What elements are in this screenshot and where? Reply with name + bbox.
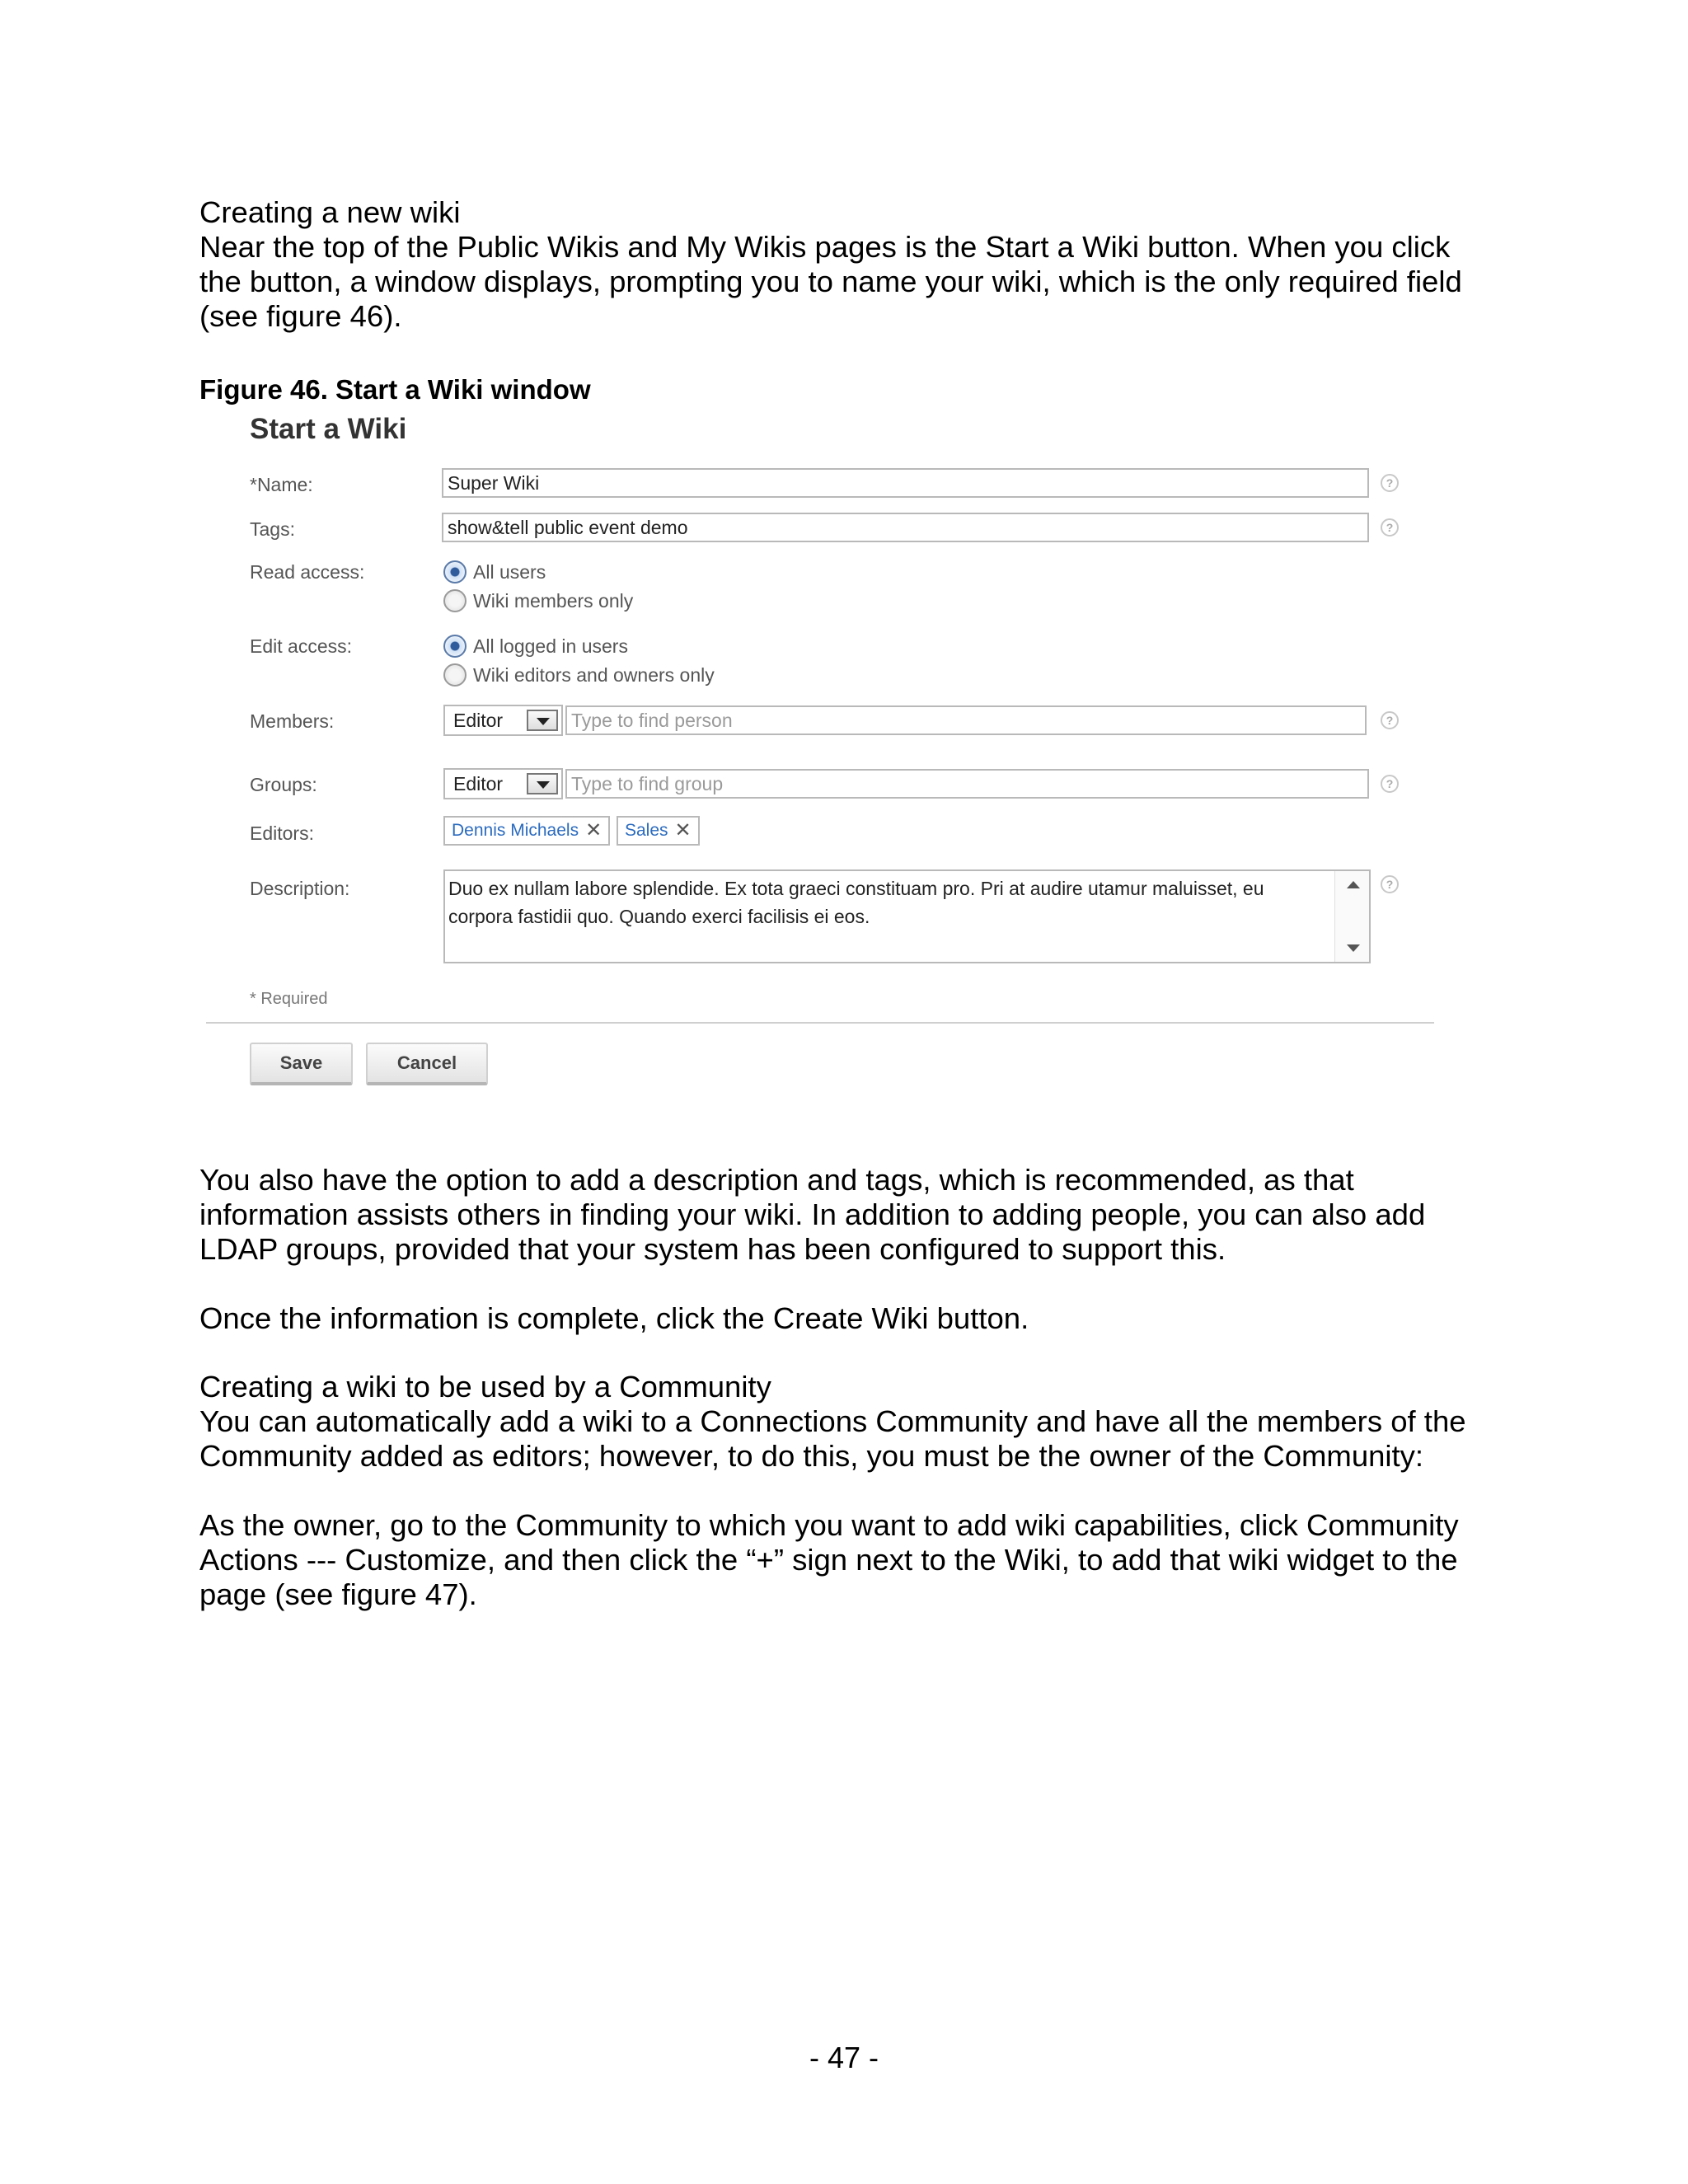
tags-label: Tags:	[250, 518, 295, 540]
paragraph-line: Actions --- Customize, and then click the “+” sign next to the Wiki, to add that wiki widget to the	[199, 1543, 1458, 1577]
dialog-title: Start a Wiki	[250, 413, 407, 445]
tags-input[interactable]: show&tell public event demo	[442, 513, 1369, 542]
read-access-label: Read access:	[250, 561, 365, 583]
intro-section	[199, 195, 1493, 334]
page-number: - 47 -	[809, 2041, 879, 2074]
save-button[interactable]: Save	[250, 1043, 353, 1085]
paragraph-line: LDAP groups, provided that your system has been configured to support this.	[199, 1232, 1226, 1266]
groups-role-select[interactable]	[443, 768, 563, 799]
remove-icon[interactable]: ✕	[585, 819, 603, 841]
paragraph-line: Community added as editors; however, to do this, you must be the owner of the Community:	[199, 1439, 1424, 1473]
community-section	[199, 1370, 1493, 1474]
scroll-up-icon[interactable]	[1347, 881, 1360, 888]
description-line: corpora fastidii quo. Quando exerci facilisis ei eos.	[448, 906, 870, 927]
editors-label: Editors:	[250, 823, 314, 844]
name-label: *Name:	[250, 474, 313, 495]
create-wiki-paragraph: Once the information is complete, click the Create Wiki button.	[199, 1301, 1029, 1335]
paragraph-line: As the owner, go to the Community to which you want to add wiki capabilities, click Community	[199, 1508, 1459, 1542]
required-note: * Required	[250, 990, 328, 1008]
owner-paragraph	[199, 1508, 1493, 1612]
groups-label: Groups:	[250, 774, 317, 795]
cancel-button[interactable]: Cancel	[366, 1043, 488, 1085]
remove-icon[interactable]: ✕	[674, 819, 692, 841]
start-wiki-dialog	[206, 408, 1467, 1117]
editor-tag-label: Dennis Michaels	[452, 821, 579, 840]
help-icon[interactable]: ?	[1381, 775, 1399, 793]
name-input[interactable]: Super Wiki	[442, 468, 1369, 498]
select-value: Editor	[453, 773, 504, 794]
paragraph-line: You also have the option to add a description and tags, which is recommended, as that	[199, 1163, 1354, 1197]
description-textarea[interactable]	[443, 869, 1371, 963]
scroll-down-icon[interactable]	[1347, 944, 1360, 952]
dropdown-arrow-icon[interactable]	[527, 710, 558, 731]
editor-tag-label: Sales	[625, 821, 668, 840]
radio-selected-icon[interactable]	[443, 560, 467, 583]
help-icon[interactable]: ?	[1381, 875, 1399, 893]
edit-access-editors-owners[interactable]	[443, 663, 715, 687]
radio-icon[interactable]	[443, 663, 467, 687]
editor-tag[interactable]	[443, 816, 610, 846]
description-label: Description:	[250, 878, 350, 899]
members-role-select[interactable]	[443, 705, 563, 736]
editor-tag[interactable]	[617, 816, 700, 846]
dropdown-arrow-icon[interactable]	[527, 773, 558, 794]
description-paragraph	[199, 1163, 1493, 1267]
section-heading: Creating a new wiki	[199, 195, 461, 229]
edit-access-logged-in[interactable]	[443, 634, 628, 658]
help-icon[interactable]: ?	[1381, 474, 1399, 492]
radio-label: Wiki members only	[473, 589, 634, 612]
description-line: Duo ex nullam labore splendide. Ex tota graeci constituam pro. Pri at audire utamur maluisset, eu	[448, 878, 1264, 899]
members-label: Members:	[250, 710, 335, 732]
intro-line: the button, a window displays, prompting you to name your wiki, which is the only required field	[199, 265, 1462, 298]
help-icon[interactable]: ?	[1381, 518, 1399, 537]
intro-line: Near the top of the Public Wikis and My Wikis pages is the Start a Wiki button. When you click	[199, 230, 1451, 264]
radio-icon[interactable]	[443, 589, 467, 612]
section-heading: Creating a wiki to be used by a Community	[199, 1370, 771, 1404]
paragraph-line: page (see figure 47).	[199, 1577, 477, 1611]
groups-search-input[interactable]: Type to find group	[565, 769, 1369, 799]
radio-label: Wiki editors and owners only	[473, 663, 715, 686]
radio-label: All logged in users	[473, 635, 628, 657]
description-text	[448, 874, 1329, 930]
members-search-input[interactable]: Type to find person	[565, 705, 1367, 735]
divider	[206, 1022, 1434, 1024]
read-access-members-only[interactable]	[443, 588, 633, 613]
scrollbar[interactable]	[1334, 871, 1369, 962]
radio-selected-icon[interactable]	[443, 635, 467, 658]
select-value: Editor	[453, 710, 504, 731]
edit-access-label: Edit access:	[250, 635, 352, 657]
read-access-all-users[interactable]	[443, 560, 546, 584]
radio-label: All users	[473, 560, 546, 583]
figure-caption: Figure 46. Start a Wiki window	[199, 374, 591, 405]
paragraph-line: information assists others in finding your wiki. In addition to adding people, you can also add	[199, 1197, 1426, 1231]
help-icon[interactable]: ?	[1381, 711, 1399, 729]
intro-line: (see figure 46).	[199, 299, 402, 333]
paragraph-line: You can automatically add a wiki to a Connections Community and have all the members of the	[199, 1404, 1466, 1438]
